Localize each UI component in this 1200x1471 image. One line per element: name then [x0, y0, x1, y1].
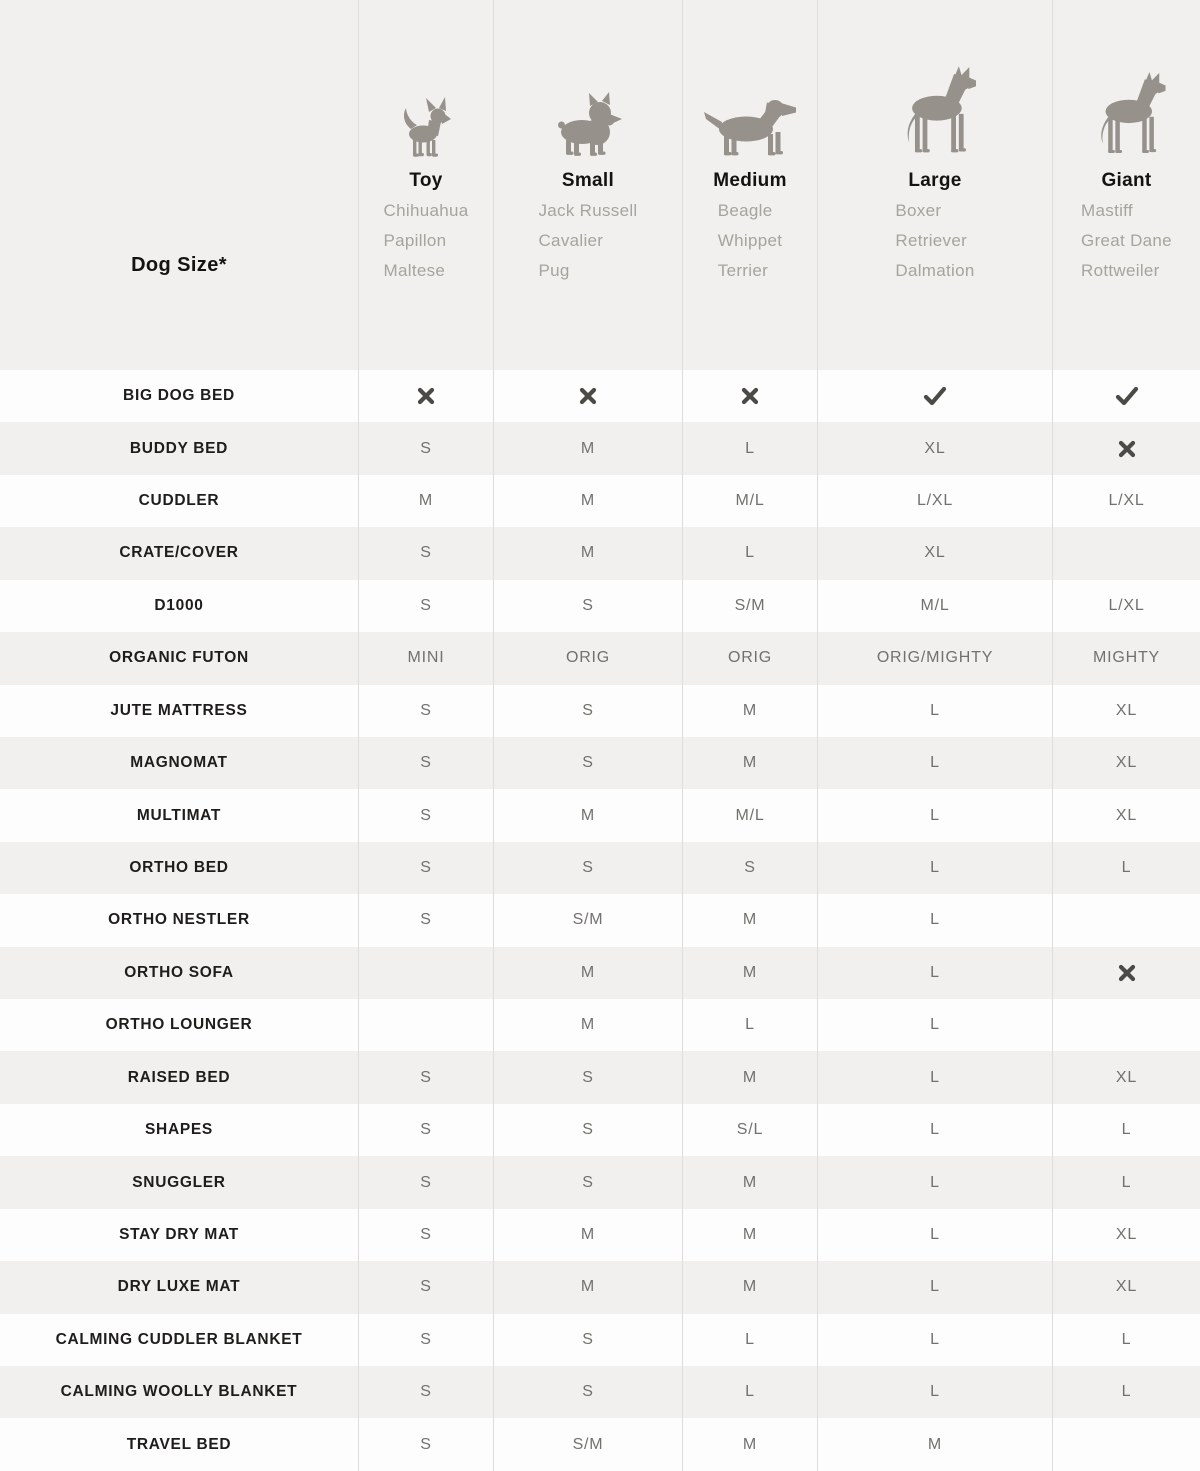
size-value: M — [682, 685, 817, 737]
size-value: S — [493, 737, 682, 789]
size-value: L — [817, 1209, 1052, 1261]
table-row — [0, 789, 1200, 841]
breed-label: Dalmation — [895, 261, 975, 280]
size-value: MIGHTY — [1052, 632, 1200, 684]
size-value: S — [682, 842, 817, 894]
size-value: S — [493, 842, 682, 894]
cross-icon — [493, 370, 682, 422]
size-value: S — [358, 685, 493, 737]
size-value: S — [358, 842, 493, 894]
size-name: Small — [561, 170, 615, 191]
product-name: JUTE MATTRESS — [110, 701, 248, 719]
size-value: S — [358, 1418, 493, 1470]
size-value: L — [682, 999, 817, 1051]
size-value: S — [493, 580, 682, 632]
great-dane-icon — [1083, 48, 1171, 158]
size-value: L — [817, 1051, 1052, 1103]
size-value: L — [817, 1366, 1052, 1418]
size-value: S — [358, 1314, 493, 1366]
size-value: L — [817, 999, 1052, 1051]
size-value: M — [493, 422, 682, 474]
size-value: XL — [1052, 685, 1200, 737]
table-row — [0, 1104, 1200, 1156]
size-name: Large — [908, 170, 962, 191]
breed-label: Pug — [538, 261, 570, 280]
table-row — [0, 894, 1200, 946]
product-name: TRAVEL BED — [126, 1435, 232, 1453]
table-row — [0, 527, 1200, 579]
product-name: ORTHO LOUNGER — [105, 1016, 253, 1034]
table-row — [0, 1261, 1200, 1313]
size-value: L — [817, 947, 1052, 999]
size-value: M — [493, 1209, 682, 1261]
breed-label: Mastiff — [1081, 201, 1133, 220]
size-value: S — [358, 894, 493, 946]
size-value: XL — [1052, 789, 1200, 841]
size-value: S — [358, 1366, 493, 1418]
size-value — [1052, 527, 1200, 579]
size-value: M — [493, 789, 682, 841]
breed-label: Cavalier — [538, 231, 604, 250]
breed-list — [718, 196, 782, 286]
check-icon — [1052, 370, 1200, 422]
size-name: Medium — [713, 170, 787, 191]
table-row — [0, 1418, 1200, 1470]
size-value: S/M — [682, 580, 817, 632]
size-chart-header — [0, 0, 1200, 370]
size-value: S/M — [493, 1418, 682, 1470]
size-value: ORIG — [682, 632, 817, 684]
product-name: STAY DRY MAT — [119, 1225, 239, 1243]
cross-icon — [1052, 947, 1200, 999]
product-name: D1000 — [154, 596, 204, 614]
cross-icon — [682, 370, 817, 422]
size-value: S — [358, 789, 493, 841]
product-name: DRY LUXE MAT — [117, 1278, 241, 1296]
size-value: M — [682, 947, 817, 999]
size-value: ORIG — [493, 632, 682, 684]
size-value: M — [682, 1156, 817, 1208]
size-value: S — [493, 1314, 682, 1366]
size-value: S/L — [682, 1104, 817, 1156]
size-value: MINI — [358, 632, 493, 684]
size-value: M — [682, 1261, 817, 1313]
size-value: L — [682, 527, 817, 579]
size-value: S/M — [493, 894, 682, 946]
size-value: L — [682, 422, 817, 474]
breed-label: Chihuahua — [383, 201, 469, 220]
breed-label: Whippet — [717, 231, 783, 250]
size-value — [1052, 894, 1200, 946]
size-value: S — [493, 1104, 682, 1156]
size-value — [358, 999, 493, 1051]
size-value: S — [358, 1209, 493, 1261]
table-row — [0, 737, 1200, 789]
product-name: ORTHO SOFA — [124, 963, 234, 981]
table-row — [0, 842, 1200, 894]
breed-label: Great Dane — [1081, 231, 1172, 250]
size-value: S — [358, 1051, 493, 1103]
size-value: L — [817, 1104, 1052, 1156]
table-row — [0, 1156, 1200, 1208]
size-value: S — [358, 1261, 493, 1313]
size-value: XL — [1052, 1051, 1200, 1103]
size-value: M — [493, 527, 682, 579]
product-name: SNUGGLER — [132, 1173, 226, 1191]
product-name: MULTIMAT — [136, 806, 222, 824]
product-name: CRATE/COVER — [119, 544, 239, 562]
breed-label: Papillon — [383, 231, 447, 250]
size-value: S — [493, 685, 682, 737]
chihuahua-dog-icon — [401, 48, 451, 158]
size-value: L — [682, 1314, 817, 1366]
size-value: ORIG/MIGHTY — [817, 632, 1052, 684]
size-column-header-large — [817, 0, 1052, 370]
table-row — [0, 370, 1200, 422]
size-name: Giant — [1101, 170, 1152, 191]
size-value: L/XL — [1052, 580, 1200, 632]
size-value: L — [817, 685, 1052, 737]
breed-label: Retriever — [895, 231, 968, 250]
table-row — [0, 1051, 1200, 1103]
size-value: M/L — [682, 789, 817, 841]
great-dane-icon — [894, 48, 976, 158]
breed-list — [1081, 196, 1172, 286]
breed-label: Terrier — [717, 261, 769, 280]
labrador-dog-icon — [704, 48, 796, 158]
size-value: S — [493, 1051, 682, 1103]
size-value: L — [1052, 1104, 1200, 1156]
size-value: S — [358, 1156, 493, 1208]
size-value: L — [682, 1366, 817, 1418]
size-value: M — [358, 475, 493, 527]
size-value: M — [493, 1261, 682, 1313]
size-value: M — [817, 1418, 1052, 1470]
size-value: XL — [817, 422, 1052, 474]
dog-size-label — [0, 0, 358, 370]
check-icon — [817, 370, 1052, 422]
table-row — [0, 632, 1200, 684]
product-name: ORGANIC FUTON — [109, 649, 249, 667]
table-row — [0, 1314, 1200, 1366]
product-name: RAISED BED — [127, 1068, 231, 1086]
size-value: XL — [817, 527, 1052, 579]
size-value: M/L — [817, 580, 1052, 632]
size-value: L — [1052, 1366, 1200, 1418]
size-column-header-giant — [1052, 0, 1200, 370]
size-column-header-small — [493, 0, 682, 370]
size-value: XL — [1052, 737, 1200, 789]
size-value: M — [493, 999, 682, 1051]
size-value — [1052, 999, 1200, 1051]
size-name: Toy — [409, 170, 443, 191]
table-row — [0, 1209, 1200, 1261]
size-value: L — [817, 894, 1052, 946]
size-value: XL — [1052, 1209, 1200, 1261]
size-value: L/XL — [817, 475, 1052, 527]
product-name: BIG DOG BED — [123, 387, 235, 405]
product-name: SHAPES — [145, 1121, 213, 1139]
product-name: MAGNOMAT — [130, 754, 228, 772]
size-value: S — [358, 422, 493, 474]
size-value: S — [358, 580, 493, 632]
breed-label: Jack Russell — [538, 201, 638, 220]
size-value: S — [493, 1156, 682, 1208]
size-value: L — [817, 737, 1052, 789]
size-value: XL — [1052, 1261, 1200, 1313]
size-value: M — [682, 1209, 817, 1261]
breed-label: Beagle — [717, 201, 773, 220]
size-value: M — [493, 475, 682, 527]
size-chart-body — [0, 370, 1200, 1471]
breed-label: Rottweiler — [1081, 261, 1160, 280]
size-value: L — [817, 1156, 1052, 1208]
breed-list — [538, 196, 637, 286]
size-column-header-toy — [358, 0, 493, 370]
size-value: L — [817, 789, 1052, 841]
french-bulldog-icon — [552, 48, 624, 158]
size-value: L — [817, 1314, 1052, 1366]
size-value: S — [358, 737, 493, 789]
size-value: L/XL — [1052, 475, 1200, 527]
product-name: CALMING WOOLLY BLANKET — [60, 1383, 298, 1401]
table-row — [0, 1366, 1200, 1418]
dog-size-label-text: Dog Size* — [131, 253, 227, 276]
product-name: ORTHO NESTLER — [108, 911, 250, 929]
size-value — [358, 947, 493, 999]
size-value: S — [358, 527, 493, 579]
size-value: L — [817, 842, 1052, 894]
breed-label: Maltese — [383, 261, 446, 280]
cross-icon — [1052, 422, 1200, 474]
table-row — [0, 999, 1200, 1051]
size-value: M — [682, 894, 817, 946]
breed-list — [384, 196, 469, 286]
size-column-header-medium — [682, 0, 817, 370]
product-name: CALMING CUDDLER BLANKET — [55, 1330, 303, 1348]
cross-icon — [358, 370, 493, 422]
size-value: L — [817, 1261, 1052, 1313]
table-row — [0, 422, 1200, 474]
product-name: ORTHO BED — [129, 859, 229, 876]
size-value: M/L — [682, 475, 817, 527]
product-name: CUDDLER — [138, 492, 220, 510]
table-row — [0, 475, 1200, 527]
size-value: M — [493, 947, 682, 999]
breed-label: Boxer — [895, 201, 942, 220]
size-value — [1052, 1418, 1200, 1470]
size-value: L — [1052, 1314, 1200, 1366]
table-row — [0, 580, 1200, 632]
size-value: S — [358, 1104, 493, 1156]
breed-list — [895, 196, 974, 286]
table-row — [0, 947, 1200, 999]
size-value: M — [682, 1418, 817, 1470]
size-value: L — [1052, 1156, 1200, 1208]
size-value: M — [682, 737, 817, 789]
size-value: L — [1052, 842, 1200, 894]
product-name: BUDDY BED — [129, 439, 229, 457]
size-value: M — [682, 1051, 817, 1103]
table-row — [0, 685, 1200, 737]
size-value: S — [493, 1366, 682, 1418]
